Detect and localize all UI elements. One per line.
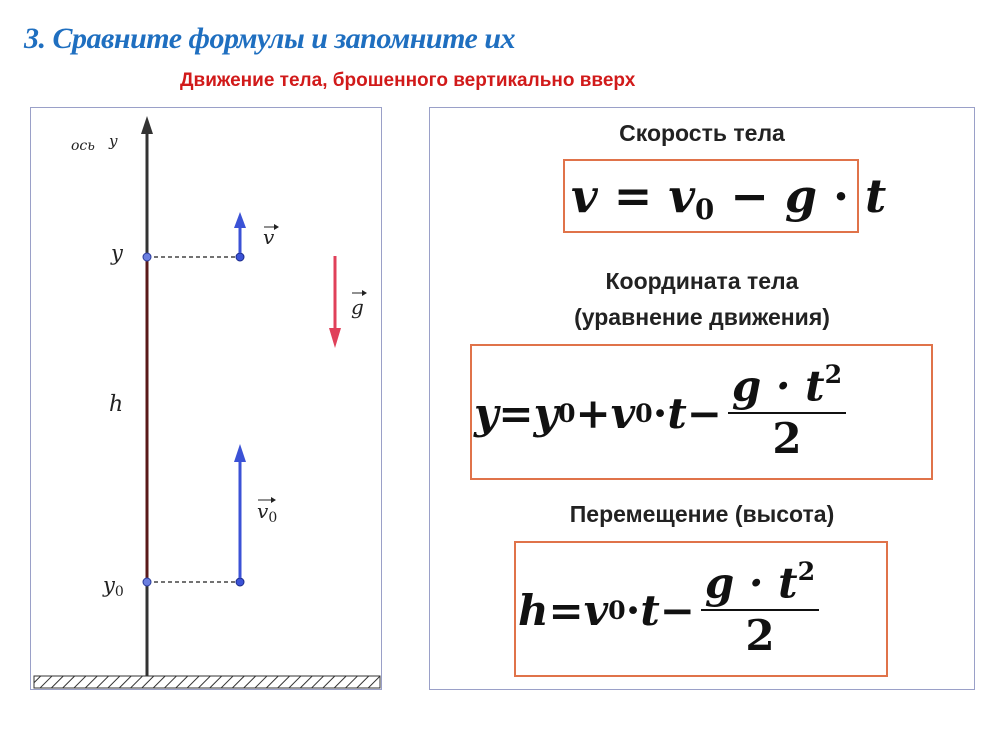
coordinate-term-y-sub: 0 bbox=[558, 398, 576, 428]
displacement-formula bbox=[518, 551, 819, 669]
velocity-eq: = bbox=[597, 169, 669, 223]
coordinate-lhs: y bbox=[474, 388, 499, 438]
coordinate-term-y: y bbox=[533, 388, 559, 438]
velocity-heading: Скорость тела bbox=[619, 120, 785, 146]
displacement-eq: = bbox=[548, 585, 584, 635]
g-label-arrowhead bbox=[362, 290, 367, 296]
velocity-term-g: g bbox=[784, 169, 817, 223]
motion-diagram bbox=[30, 107, 382, 690]
velocity-minus: − bbox=[714, 169, 785, 223]
axis-name: y bbox=[109, 132, 118, 150]
axis-label: ось bbox=[71, 138, 95, 154]
coordinate-term-v: v bbox=[610, 388, 636, 438]
displacement-lhs: h bbox=[518, 585, 549, 635]
v-label-arrowhead bbox=[274, 224, 279, 230]
motion-diagram-svg bbox=[31, 108, 383, 691]
coordinate-formula-box bbox=[470, 344, 933, 480]
g-label: g bbox=[351, 295, 364, 319]
formulas-panel bbox=[429, 107, 975, 690]
y-point-body bbox=[236, 253, 244, 261]
velocity-formula-box bbox=[563, 159, 887, 233]
coordinate-fraction bbox=[728, 361, 846, 464]
coordinate-minus: − bbox=[686, 388, 722, 438]
displacement-term-v-sub: 0 bbox=[608, 595, 626, 625]
coordinate-dot: · bbox=[652, 388, 668, 438]
velocity-arrowhead bbox=[234, 212, 246, 228]
velocity-dot: · bbox=[817, 169, 866, 223]
displacement-numerator bbox=[701, 558, 819, 611]
coordinate-numerator bbox=[728, 361, 846, 414]
displacement-fraction bbox=[701, 558, 819, 661]
h-label: h bbox=[109, 392, 124, 417]
ground-hatch bbox=[34, 676, 380, 688]
page-subtitle: Движение тела, брошенного вертикально вверх bbox=[180, 70, 636, 91]
coordinate-numerator-text: g · t bbox=[731, 362, 825, 412]
displacement-denominator: 2 bbox=[745, 611, 775, 661]
y-point-axis bbox=[143, 253, 151, 261]
velocity-term-v-sub: 0 bbox=[695, 192, 715, 226]
v0-label-sub: 0 bbox=[268, 510, 278, 526]
velocity-term-t: t bbox=[865, 169, 887, 223]
coordinate-term-v-sub: 0 bbox=[635, 398, 653, 428]
v0-label-arrowhead bbox=[271, 497, 276, 503]
displacement-numerator-sup: 2 bbox=[797, 556, 816, 587]
displacement-formula-box bbox=[514, 541, 888, 677]
velocity-term-v: v bbox=[668, 169, 696, 223]
v0-label bbox=[257, 499, 277, 526]
y-label: y bbox=[111, 241, 123, 265]
y0-label bbox=[102, 573, 124, 600]
coordinate-term-t: t bbox=[667, 388, 687, 438]
displacement-heading: Перемещение (высота) bbox=[569, 501, 835, 527]
v-label: v bbox=[263, 225, 275, 249]
initial-velocity-arrowhead bbox=[234, 444, 246, 462]
gravity-arrowhead bbox=[329, 328, 341, 348]
v0-label-main: v bbox=[257, 499, 269, 523]
y0-label-main: y bbox=[103, 573, 115, 597]
coordinate-formula bbox=[474, 354, 846, 472]
displacement-term-t: t bbox=[640, 585, 660, 635]
displacement-numerator-text: g · t bbox=[704, 559, 798, 609]
y0-point-body bbox=[236, 578, 244, 586]
velocity-lhs: v bbox=[571, 169, 598, 223]
coordinate-numerator-sup: 2 bbox=[824, 359, 843, 390]
velocity-formula bbox=[571, 165, 886, 241]
coordinate-heading-line2: (уравнение движения) bbox=[574, 304, 830, 330]
displacement-dot: · bbox=[625, 585, 641, 635]
coordinate-eq: = bbox=[498, 388, 534, 438]
y0-label-sub: 0 bbox=[114, 584, 124, 600]
y-axis-arrowhead bbox=[141, 116, 153, 134]
displacement-term-v: v bbox=[583, 585, 609, 635]
coordinate-plus: + bbox=[575, 388, 611, 438]
y0-point-axis bbox=[143, 578, 151, 586]
coordinate-denominator: 2 bbox=[772, 414, 802, 464]
displacement-minus: − bbox=[659, 585, 695, 635]
coordinate-heading-line1: Координата тела bbox=[605, 268, 799, 294]
page-title: 3. Сравните формулы и запомните их bbox=[24, 22, 516, 55]
